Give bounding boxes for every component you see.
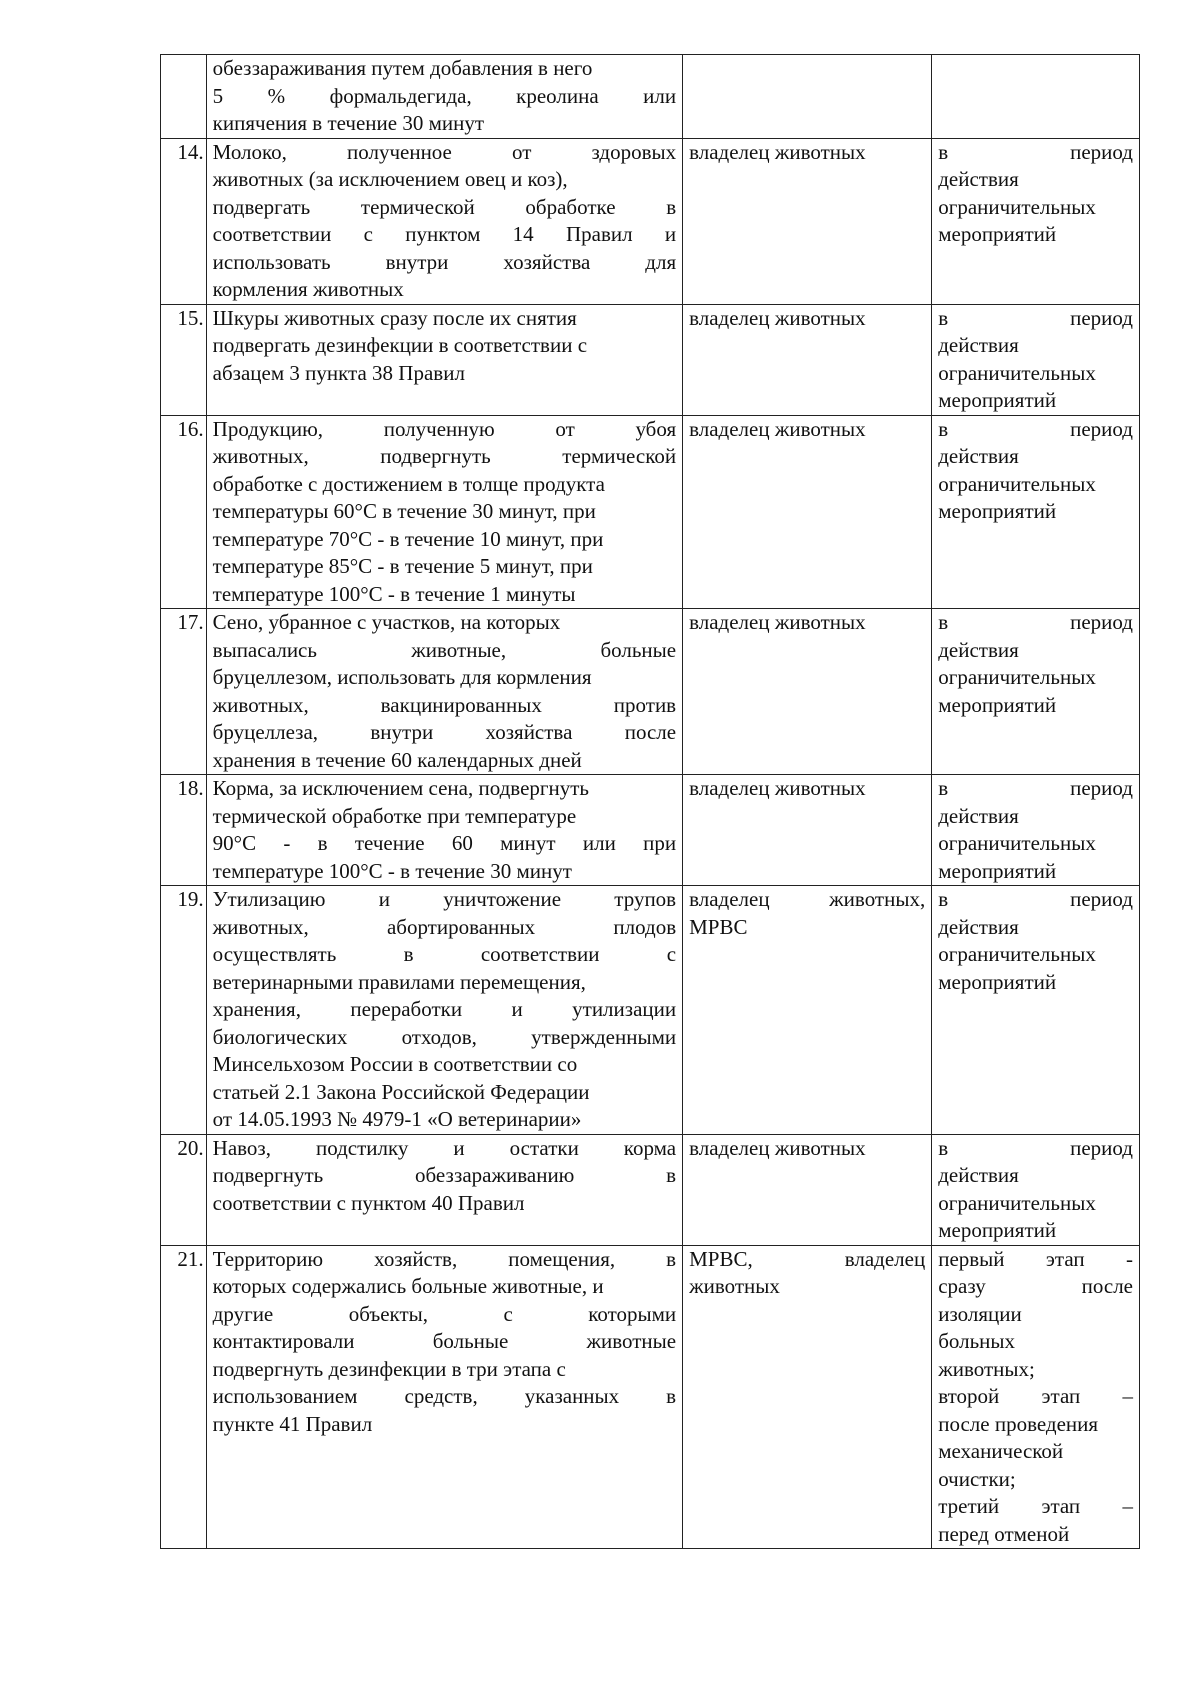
execution-period: [932, 886, 1140, 1135]
execution-period: [932, 55, 1140, 139]
measure-text-line: Территорию хозяйств, помещения, в: [212, 1246, 677, 1271]
measure-text-line: соответствии с пунктом 14 Правил и: [212, 222, 677, 246]
measure-text: [206, 138, 682, 304]
execution-period-line: действия: [938, 914, 1019, 939]
responsible-party: [683, 55, 932, 139]
measure-text-lines: [213, 775, 676, 885]
measure-text-line: температуре 70°С - в течение 10 минут, при: [212, 526, 604, 551]
measure-text-line: ветеринарными правилами перемещения,: [212, 969, 586, 994]
execution-period: [932, 775, 1140, 886]
execution-period-lines: [938, 416, 1133, 526]
measure-text-line: которых содержались больные животные, и: [212, 1274, 604, 1298]
execution-period-line: сразу после: [938, 1274, 1133, 1298]
measure-text-line: контактировали больные животные: [212, 1329, 677, 1353]
responsible-party-lines: [689, 305, 925, 333]
measure-text-line: Шкуры животных сразу после их снятия: [212, 305, 577, 330]
row-number: 16.: [161, 415, 207, 609]
row-number: 21.: [161, 1245, 207, 1549]
execution-period-line: в период: [938, 1135, 1133, 1160]
execution-period-lines: [938, 1246, 1133, 1549]
responsible-party: [683, 1245, 932, 1549]
responsible-party-line: владелец животных: [689, 776, 866, 800]
execution-period-line: мероприятий: [938, 692, 1057, 717]
execution-period-line: второй этап –: [938, 1384, 1133, 1408]
responsible-party-lines: [689, 139, 925, 167]
table-row: [161, 415, 1140, 609]
execution-period-lines: [938, 139, 1133, 249]
execution-period-line: в период: [938, 139, 1133, 164]
measure-text-lines: [213, 139, 676, 304]
measure-text-line: другие объекты, с которыми: [212, 1301, 677, 1326]
row-number: 15.: [161, 304, 207, 415]
execution-period-line: действия: [938, 637, 1019, 662]
execution-period-line: мероприятий: [938, 858, 1057, 883]
execution-period-line: ограничительных: [938, 942, 1096, 966]
execution-period: [932, 1245, 1140, 1549]
responsible-party-lines: [689, 416, 925, 444]
measure-text: [206, 775, 682, 886]
measure-text-line: биологических отходов, утвержденными: [212, 1024, 677, 1049]
responsible-party-line: МРВС, владелец: [689, 1246, 926, 1271]
execution-period-line: в период: [938, 305, 1133, 330]
measure-text-lines: [213, 416, 676, 609]
execution-period-line: ограничительных: [938, 1190, 1096, 1215]
measure-text-line: Сено, убранное с участков, на которых: [212, 610, 561, 634]
measure-text-line: Навоз, подстилку и остатки корма: [212, 1135, 677, 1160]
measure-text: [206, 415, 682, 609]
responsible-party: [683, 304, 932, 415]
responsible-party-lines: [689, 609, 925, 637]
measure-text-line: подвергнуть дезинфекции в три этапа с: [212, 1356, 566, 1381]
execution-period-line: ограничительных: [938, 665, 1096, 689]
measure-text-line: кормления животных: [212, 277, 404, 301]
measure-text-line: бруцеллезом, использовать для кормления: [212, 665, 592, 689]
execution-period: [932, 138, 1140, 304]
execution-period-line: мероприятий: [938, 969, 1057, 994]
measures-table-body: [161, 55, 1140, 1549]
execution-period: [932, 1134, 1140, 1245]
responsible-party-lines: [689, 886, 925, 941]
measure-text-lines: [213, 305, 676, 388]
responsible-party-line: МРВС: [689, 914, 748, 939]
measure-text-line: животных (за исключением овец и коз),: [212, 167, 568, 191]
measure-text-line: статьей 2.1 Закона Российской Федерации: [212, 1079, 590, 1104]
row-number: 14.: [161, 138, 207, 304]
execution-period-line: первый этап -: [938, 1246, 1133, 1271]
execution-period-line: ограничительных: [938, 471, 1096, 496]
execution-period-line: животных;: [938, 1356, 1035, 1381]
execution-period-lines: [938, 609, 1133, 719]
measure-text-line: осуществлять в соответствии с: [212, 942, 677, 966]
responsible-party-lines: [689, 1246, 925, 1301]
execution-period: [932, 415, 1140, 609]
measure-text-line: подвергнуть обеззараживанию в: [212, 1163, 677, 1187]
measures-table: [160, 54, 1140, 1549]
responsible-party-lines: [689, 775, 925, 803]
execution-period-line: в период: [938, 887, 1133, 911]
table-row: [161, 55, 1140, 139]
execution-period-line: в период: [938, 776, 1133, 800]
row-number: 19.: [161, 886, 207, 1135]
execution-period-lines: [938, 305, 1133, 415]
responsible-party: [683, 415, 932, 609]
execution-period: [932, 609, 1140, 775]
measure-text-line: хранения в течение 60 календарных дней: [212, 747, 582, 772]
execution-period-line: мероприятий: [938, 388, 1057, 412]
row-number: 20.: [161, 1134, 207, 1245]
execution-period-line: механической: [938, 1439, 1064, 1463]
measure-text-line: животных, подвергнуть термической: [212, 444, 677, 468]
measure-text-lines: [213, 609, 676, 774]
measure-text-line: от 14.05.1993 № 4979-1 «О ветеринарии»: [212, 1107, 582, 1131]
execution-period-line: действия: [938, 1163, 1019, 1187]
measure-text-line: Утилизацию и уничтожение трупов: [212, 887, 677, 911]
table-row: [161, 1134, 1140, 1245]
execution-period-line: мероприятий: [938, 222, 1057, 246]
measure-text-line: 5 % формальдегида, креолина или: [212, 83, 677, 108]
execution-period-line: в период: [938, 610, 1133, 634]
measure-text-line: животных, вакцинированных против: [212, 692, 677, 717]
responsible-party: [683, 138, 932, 304]
measure-text-line: Корма, за исключением сена, подвергнуть: [212, 776, 589, 800]
responsible-party: [683, 886, 932, 1135]
execution-period-lines: [938, 1135, 1133, 1245]
responsible-party-line: владелец животных: [689, 416, 866, 441]
measure-text-line: обработке с достижением в толще продукта: [212, 471, 605, 496]
measure-text: [206, 55, 682, 139]
measure-text-line: хранения, переработки и утилизации: [212, 997, 677, 1021]
measure-text-line: использованием средств, указанных в: [212, 1384, 677, 1408]
measure-text-lines: [213, 1135, 676, 1218]
execution-period-line: мероприятий: [938, 1218, 1057, 1242]
row-number: 17.: [161, 609, 207, 775]
row-number: [161, 55, 207, 139]
responsible-party: [683, 609, 932, 775]
execution-period-line: третий этап –: [938, 1494, 1133, 1518]
measure-text-line: температуре 100°С - в течение 1 минуты: [212, 581, 576, 606]
responsible-party-line: владелец животных: [689, 139, 866, 164]
execution-period-line: в период: [938, 416, 1133, 441]
table-row: [161, 1245, 1140, 1549]
responsible-party: [683, 775, 932, 886]
table-row: [161, 304, 1140, 415]
execution-period-line: ограничительных: [938, 831, 1096, 855]
measure-text-line: температуры 60°С в течение 30 минут, при: [212, 499, 596, 523]
execution-period-lines: [938, 775, 1133, 885]
measure-text-line: подвергать термической обработке в: [212, 194, 677, 219]
responsible-party-line: владелец животных: [689, 305, 866, 330]
measure-text-line: бруцеллеза, внутри хозяйства после: [212, 720, 677, 744]
execution-period-lines: [938, 886, 1133, 996]
execution-period-line: действия: [938, 167, 1019, 191]
measure-text-line: температуре 100°С - в течение 30 минут: [212, 858, 572, 883]
measure-text-line: термической обработке при температуре: [212, 803, 577, 828]
table-row: [161, 775, 1140, 886]
responsible-party-line: владелец животных: [689, 1135, 866, 1160]
responsible-party-lines: [689, 1135, 925, 1163]
measure-text-line: кипячения в течение 30 минут: [212, 111, 485, 135]
execution-period: [932, 304, 1140, 415]
measure-text-line: температуре 85°С - в течение 5 минут, при: [212, 554, 593, 578]
measure-text-line: абзацем 3 пункта 38 Правил: [212, 360, 465, 385]
measure-text-line: Продукцию, полученную от убоя: [212, 416, 677, 441]
measure-text-line: выпасались животные, больные: [212, 637, 677, 662]
measure-text-lines: [213, 55, 676, 138]
execution-period-line: очистки;: [938, 1466, 1016, 1491]
table-row: [161, 886, 1140, 1135]
execution-period-line: действия: [938, 444, 1019, 468]
execution-period-line: больных: [938, 1329, 1016, 1353]
responsible-party-line: животных: [689, 1274, 780, 1298]
measure-text-line: соответствии с пунктом 40 Правил: [212, 1190, 525, 1215]
execution-period-line: действия: [938, 803, 1019, 828]
measure-text-lines: [213, 1246, 676, 1439]
execution-period-line: мероприятий: [938, 499, 1057, 523]
measure-text: [206, 1245, 682, 1549]
row-number: 18.: [161, 775, 207, 886]
execution-period-line: действия: [938, 333, 1019, 357]
execution-period-line: ограничительных: [938, 194, 1096, 219]
measure-text: [206, 304, 682, 415]
measure-text-line: Молоко, полученное от здоровых: [212, 139, 677, 164]
measure-text: [206, 886, 682, 1135]
execution-period-line: изоляции: [938, 1301, 1022, 1326]
measure-text: [206, 609, 682, 775]
measure-text-line: использовать внутри хозяйства для: [212, 249, 677, 274]
measure-text-line: Минсельхозом России в соответствии со: [212, 1052, 578, 1076]
execution-period-line: после проведения: [938, 1411, 1099, 1436]
measure-text-line: подвергать дезинфекции в соответствии с: [212, 333, 588, 357]
responsible-party-line: владелец животных: [689, 610, 866, 634]
execution-period-line: перед отменой: [938, 1521, 1070, 1546]
responsible-party-line: владелец животных,: [689, 887, 926, 911]
table-row: [161, 609, 1140, 775]
measure-text-line: животных, абортированных плодов: [212, 914, 677, 939]
measure-text-lines: [213, 886, 676, 1134]
measure-text-line: обеззараживания путем добавления в него: [212, 56, 593, 80]
measure-text-line: пункте 41 Правил: [212, 1411, 373, 1436]
responsible-party: [683, 1134, 932, 1245]
measure-text-line: 90°С - в течение 60 минут или при: [212, 831, 677, 855]
execution-period-line: ограничительных: [938, 360, 1096, 385]
table-row: [161, 138, 1140, 304]
measure-text: [206, 1134, 682, 1245]
